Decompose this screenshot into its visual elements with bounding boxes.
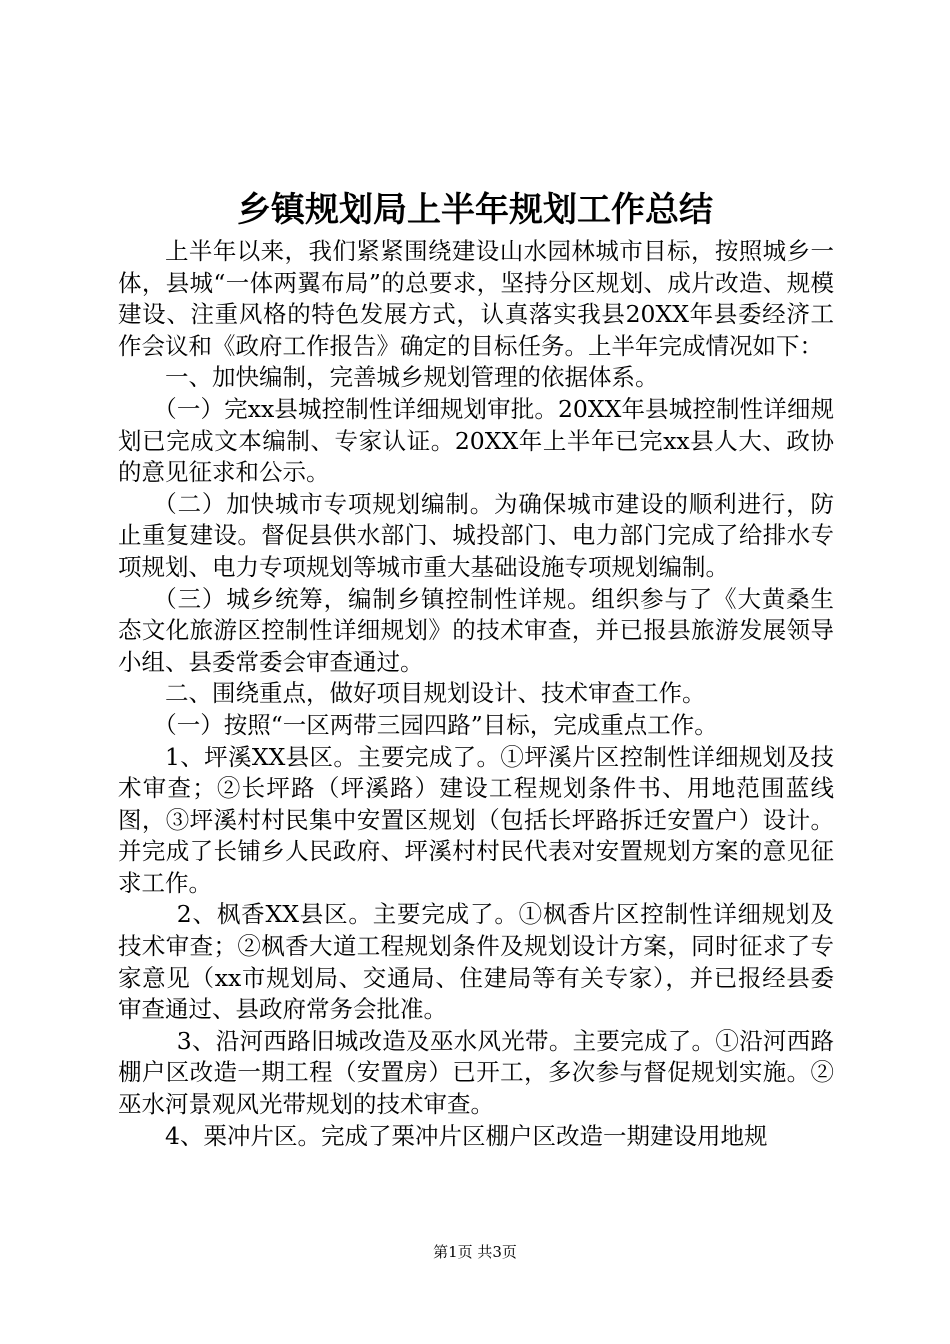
paragraph-item-3: 3、沿河西路旧城改造及巫水风光带。主要完成了。①沿河西路棚户区改造一期工程（安置房）已开工，多次参与督促规划实施。②巫水河景观风光带规划的技术审查。 — [118, 1026, 834, 1119]
paragraph-1-3: （三）城乡统筹，编制乡镇控制性详规。组织参与了《大黄桑生态文化旅游区控制性详细规划》的技术审查，并已报县旅游发展领导小组、县委常委会审查通过。 — [118, 584, 834, 676]
paragraph-item-1: 1、坪溪XX县区。主要完成了。①坪溪片区控制性详细规划及技术审查；②长坪路（坪溪路）建设工程规划条件书、用地范围蓝线图，③坪溪村村民集中安置区规划（包括长坪路拆迁安置户）设计。并完成了长铺乡人民政府、坪溪村村民代表对安置规划方案的意见征求工作。 — [118, 742, 834, 897]
paragraph-item-4: 4、栗冲片区。完成了栗冲片区棚户区改造一期建设用地规 — [165, 1121, 768, 1150]
page-footer: 第1页 共3页 — [433, 1243, 517, 1261]
paragraph-2-1: （一）按照“一区两带三园四路”目标，完成重点工作。 — [153, 710, 718, 739]
heading-section-2: 二、围绕重点，做好项目规划设计、技术审查工作。 — [165, 679, 706, 708]
paragraph-1-1: （一）完xx县城控制性详细规划审批。20XX年县城控制性详细规划已完成文本编制、专家认证。20XX年上半年已完xx县人大、政协的意见征求和公示。 — [118, 394, 834, 487]
paragraph-intro: 上半年以来，我们紧紧围绕建设山水园林城市目标，按照城乡一体，县城“一体两翼布局”的总要求，坚持分区规划、成片改造、规模建设、注重风格的特色发展方式，认真落实我县20XX年县委经济工作会议和《政府工作报告》确定的目标任务。上半年完成情况如下： — [118, 237, 834, 360]
paragraph-1-2: （二）加快城市专项规划编制。为确保城市建设的顺利进行，防止重复建设。督促县供水部门、城投部门、电力部门完成了给排水专项规划、电力专项规划等城市重大基础设施专项规划编制。 — [118, 489, 834, 581]
document-title: 乡镇规划局上半年规划工作总结 — [237, 190, 713, 230]
paragraph-item-2: 2、枫香XX县区。主要完成了。①枫香片区控制性详细规划及技术审查；②枫香大道工程规划条件及规划设计方案，同时征求了专家意见（xx市规划局、交通局、住建局等有关专家），并已报经县委审查通过、县政府常务会批准。 — [118, 900, 834, 1024]
heading-section-1: 一、加快编制，完善城乡规划管理的依据体系。 — [165, 363, 659, 392]
document-body — [118, 236, 834, 1152]
